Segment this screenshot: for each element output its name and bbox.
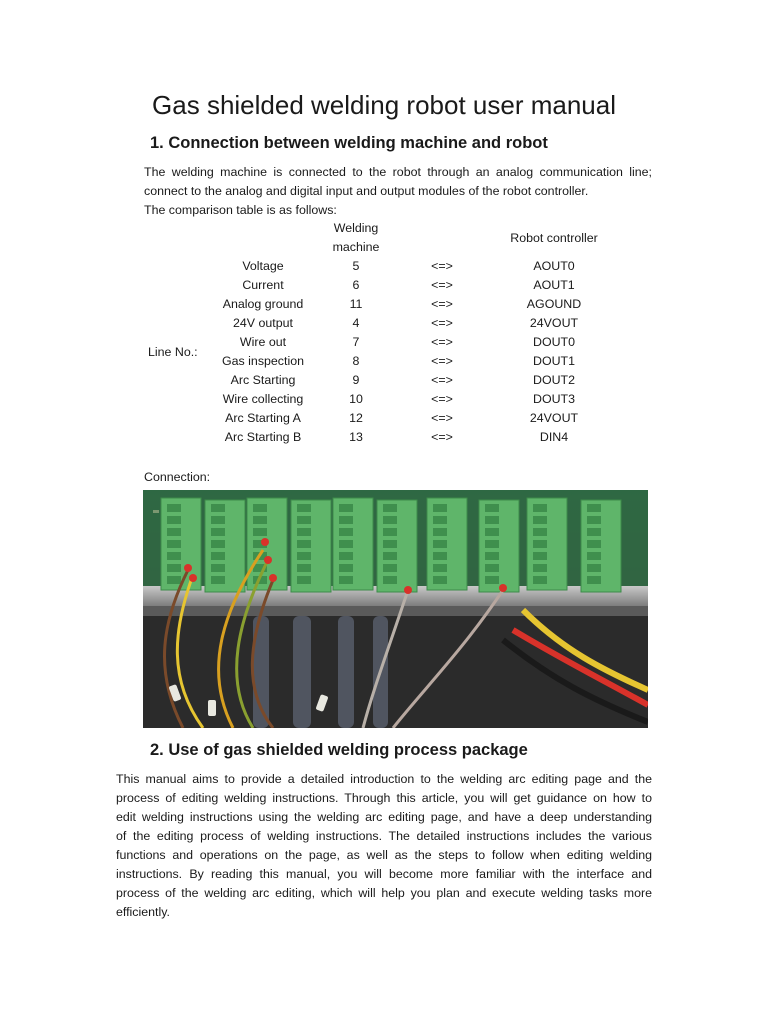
terminal-slot xyxy=(167,516,181,524)
terminal-slot xyxy=(533,540,547,548)
terminal-slot xyxy=(383,552,397,560)
robot-port: AOUT0 xyxy=(533,259,575,273)
terminal-slot xyxy=(587,552,601,560)
terminal-slot xyxy=(339,540,353,548)
terminal-slot xyxy=(211,528,225,536)
terminal-slot xyxy=(211,504,225,512)
terminal-slot xyxy=(533,516,547,524)
terminal-slot xyxy=(587,504,601,512)
terminal-slot xyxy=(253,516,267,524)
terminal-slot xyxy=(587,528,601,536)
terminal-slot xyxy=(167,576,181,584)
terminal-slot xyxy=(253,528,267,536)
arrow-symbol: <=> xyxy=(431,430,453,444)
signal-name: Wire out xyxy=(239,335,287,349)
signal-name: Gas inspection xyxy=(222,354,304,368)
terminal-slot xyxy=(485,516,499,524)
intro-line: connect to the analog and digital input and output modules of the robot controller. xyxy=(144,184,589,198)
terminal-slot xyxy=(339,552,353,560)
signal-name: Arc Starting xyxy=(230,373,296,387)
section1-intro xyxy=(144,163,652,220)
terminal-slot xyxy=(253,504,267,512)
terminal-slot xyxy=(211,516,225,524)
terminal-slot xyxy=(167,504,181,512)
terminal-slot xyxy=(533,576,547,584)
terminal-slot xyxy=(297,528,311,536)
welding-line-no: 11 xyxy=(349,297,363,311)
terminal-slot xyxy=(533,552,547,560)
terminal-slot xyxy=(533,528,547,536)
robot-port: DIN4 xyxy=(539,430,569,444)
terminal-slot xyxy=(485,540,499,548)
terminal-slot xyxy=(339,576,353,584)
terminal-slot xyxy=(167,564,181,572)
robot-port: 24VOUT xyxy=(529,316,579,330)
arrow-symbol: <=> xyxy=(431,411,453,425)
terminal-slot xyxy=(485,576,499,584)
header-welding-line2: machine xyxy=(332,240,380,254)
terminal-slot xyxy=(167,540,181,548)
signal-name: Wire collecting xyxy=(222,392,304,406)
terminal-slot xyxy=(533,564,547,572)
terminal-slot xyxy=(433,516,447,524)
terminal-slot xyxy=(383,528,397,536)
paragraph-line: edit welding instructions using the welding arc editing page, and have a deep understanding xyxy=(116,810,652,824)
welding-line-no: 10 xyxy=(349,392,363,406)
terminal-slot xyxy=(433,504,447,512)
terminal-slot xyxy=(297,564,311,572)
line-no-label: Line No.: xyxy=(148,345,198,359)
section-heading-1: 1. Connection between welding machine and robot xyxy=(150,134,548,152)
robot-port: DOUT3 xyxy=(533,392,575,406)
welding-line-no: 4 xyxy=(352,316,360,330)
terminal-slot xyxy=(211,564,225,572)
terminal-slot xyxy=(485,552,499,560)
signal-name: Voltage xyxy=(242,259,284,273)
terminal-slot xyxy=(433,564,447,572)
paragraph-line: efficiently. xyxy=(116,905,170,919)
section-heading-2: 2. Use of gas shielded welding process package xyxy=(150,741,528,759)
terminal-slot xyxy=(383,576,397,584)
terminal-slot xyxy=(211,540,225,548)
robot-port: 24VOUT xyxy=(529,411,579,425)
header-robot-controller: Robot controller xyxy=(510,231,598,245)
arrow-symbol: <=> xyxy=(431,354,453,368)
terminal-slot xyxy=(485,504,499,512)
welding-line-no: 6 xyxy=(352,278,360,292)
signal-name: Arc Starting A xyxy=(225,411,301,425)
robot-port: AOUT1 xyxy=(533,278,575,292)
terminal-slot xyxy=(383,540,397,548)
paragraph-line: instructions. By reading this manual, you will become more familiar with the interface and xyxy=(116,867,652,881)
terminal-slot xyxy=(167,528,181,536)
signal-name: Analog ground xyxy=(222,297,304,311)
terminal-slot xyxy=(587,576,601,584)
terminal-slot xyxy=(433,552,447,560)
terminal-slot xyxy=(485,564,499,572)
signal-name: Arc Starting B xyxy=(224,430,302,444)
terminal-slot xyxy=(297,552,311,560)
welding-line-no: 9 xyxy=(352,373,360,387)
welding-line-no: 7 xyxy=(352,335,360,349)
arrow-symbol: <=> xyxy=(431,316,453,330)
connection-photo xyxy=(143,490,648,728)
terminal-slot xyxy=(587,564,601,572)
terminal-slot xyxy=(433,576,447,584)
terminal-slot xyxy=(587,516,601,524)
signal-name: Current xyxy=(242,278,284,292)
terminal-block-photo-illustration xyxy=(143,490,648,728)
arrow-symbol: <=> xyxy=(431,392,453,406)
terminal-slot xyxy=(533,504,547,512)
robot-port: DOUT2 xyxy=(533,373,575,387)
terminal-slot xyxy=(297,540,311,548)
connection-label: Connection: xyxy=(144,470,211,484)
terminal-slot xyxy=(383,504,397,512)
arrow-symbol: <=> xyxy=(431,373,453,387)
terminal-slot xyxy=(383,564,397,572)
paragraph-line: process of the welding arc editing, which will help you plan and execute welding tasks more xyxy=(116,886,652,900)
terminal-slot xyxy=(297,576,311,584)
terminal-slot xyxy=(339,504,353,512)
terminal-slot xyxy=(211,576,225,584)
terminal-slot xyxy=(339,564,353,572)
terminal-slot xyxy=(339,516,353,524)
welding-line-no: 5 xyxy=(352,259,360,273)
terminal-slot xyxy=(433,528,447,536)
intro-line: The comparison table is as follows: xyxy=(144,203,337,217)
terminal-slot xyxy=(433,540,447,548)
welding-line-no: 13 xyxy=(349,430,363,444)
arrow-symbol: <=> xyxy=(431,297,453,311)
arrow-symbol: <=> xyxy=(431,278,453,292)
paragraph-line: This manual aims to provide a detailed introduction to the welding arc editing page and the xyxy=(116,772,652,786)
welding-line-no: 12 xyxy=(349,411,363,425)
robot-port: DOUT0 xyxy=(533,335,575,349)
terminal-slot xyxy=(297,516,311,524)
paragraph-line: functions and operations on the page, as well as the steps to follow when editing welding xyxy=(116,848,652,862)
robot-port: AGOUND xyxy=(526,297,582,311)
robot-port: DOUT1 xyxy=(533,354,575,368)
terminal-slot xyxy=(297,504,311,512)
terminal-slot xyxy=(485,528,499,536)
page-title: Gas shielded welding robot user manual xyxy=(152,90,616,120)
paragraph-line: of the editing process of welding instructions. The detailed instructions includes the various xyxy=(116,829,652,843)
welding-line-no: 8 xyxy=(352,354,360,368)
signal-name: 24V output xyxy=(233,316,293,330)
arrow-symbol: <=> xyxy=(431,259,453,273)
arrow-symbol: <=> xyxy=(431,335,453,349)
terminal-slot xyxy=(587,540,601,548)
section2-paragraph xyxy=(116,770,652,922)
terminal-slot xyxy=(211,552,225,560)
terminal-slot xyxy=(339,528,353,536)
terminal-slot xyxy=(383,516,397,524)
header-welding-line1: Welding xyxy=(333,221,379,235)
intro-line: The welding machine is connected to the robot through an analog communication line; xyxy=(144,165,652,179)
terminal-slot xyxy=(167,552,181,560)
paragraph-line: process of editing welding instructions. Through this article, you will get guidance on how to xyxy=(116,791,652,805)
